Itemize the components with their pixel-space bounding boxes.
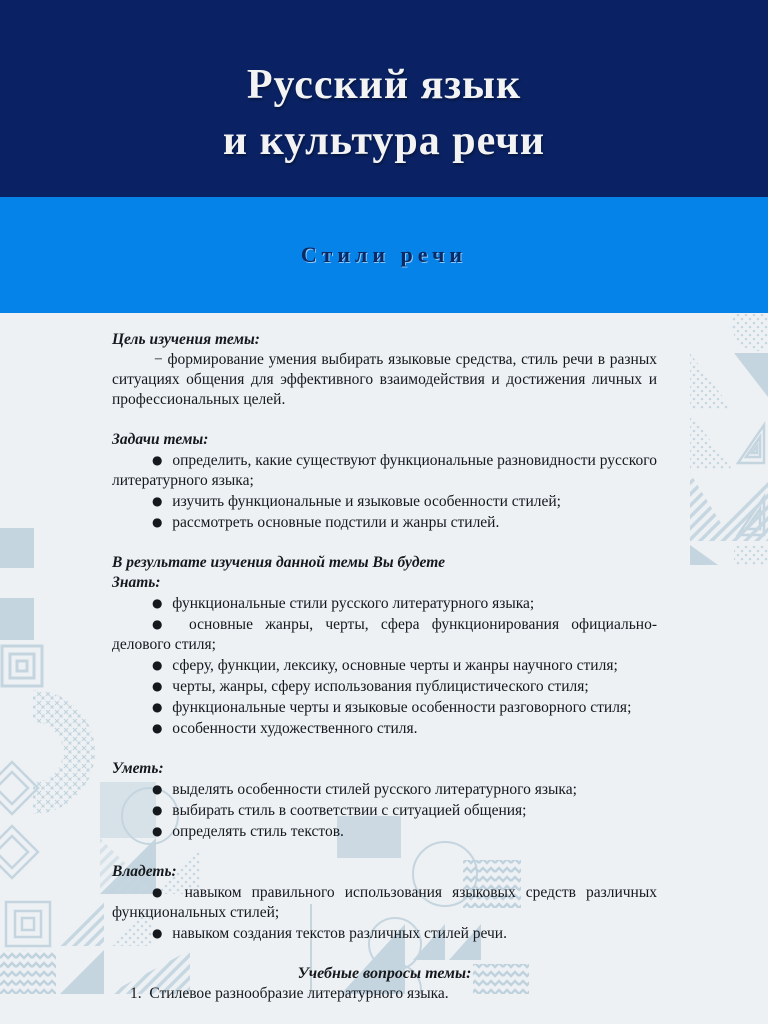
bullet-text: определить, какие существуют функциональные разновидности русского литературного языка; [112, 452, 657, 489]
bullet-text: сферу, функции, лексику, основные черты и жанры научного стиля; [172, 657, 618, 674]
section-heading: Цель изучения темы: [112, 331, 260, 348]
page-title-line1: Русский язык [246, 62, 522, 108]
bullet-item [112, 923, 657, 944]
section-heading: В результате изучения данной темы Вы будете [112, 554, 445, 571]
section-results [112, 553, 657, 739]
bullet-icon: ● [152, 700, 173, 714]
bullet-item [112, 676, 657, 697]
bullet-text: изучить функциональные и языковые особенности стилей; [172, 493, 561, 510]
numbered-item-index: 1. [130, 985, 150, 1002]
bullet-icon: ● [152, 453, 173, 467]
bullet-text: выбирать стиль в соответствии с ситуацией общения; [172, 802, 527, 819]
bullet-item [112, 512, 657, 533]
bullet-text: функциональные стили русского литературного языка; [172, 595, 535, 612]
section-possess [112, 862, 657, 944]
bullet-icon: ● [152, 926, 173, 940]
bullet-icon: ● [152, 721, 173, 735]
bullet-item [112, 655, 657, 676]
bullet-item [112, 800, 657, 821]
page-title-line2: и культура речи [222, 118, 546, 164]
subtitle-band [0, 197, 768, 313]
section-heading: Владеть: [112, 863, 177, 880]
bullet-text: функциональные черты и языковые особенности разговорного стиля; [172, 699, 632, 716]
bullet-item [112, 882, 657, 923]
bullet-icon: ● [152, 885, 185, 899]
bullet-icon: ● [152, 658, 173, 672]
bullet-item [112, 593, 657, 614]
bullet-item [112, 491, 657, 512]
numbered-item [112, 984, 657, 1004]
bullet-item [112, 614, 657, 655]
numbered-item-text: Стилевое разнообразие литературного языка. [149, 985, 449, 1002]
bullet-icon: ● [152, 824, 173, 838]
bullet-text: определять стиль текстов. [172, 823, 344, 840]
bullet-text: навыком правильного использования языковых средств различных функциональных стилей; [112, 884, 657, 921]
bullet-text: основные жанры, черты, сфера функционирования официально-делового стиля; [112, 616, 658, 653]
bullet-item [112, 450, 657, 491]
bullet-icon: ● [152, 515, 173, 529]
bullet-text: черты, жанры, сферу использования публицистического стиля; [172, 678, 589, 695]
document-body [112, 330, 657, 1024]
section-tasks [112, 430, 657, 533]
section-goal [112, 330, 657, 410]
section-questions [112, 964, 657, 1004]
bullet-text: рассмотреть основные подстили и жанры стилей. [172, 514, 500, 531]
bullet-icon: ● [152, 617, 189, 631]
section-heading: Уметь: [112, 760, 164, 777]
bullet-icon: ● [152, 782, 173, 796]
page-subtitle: Стили речи [300, 242, 468, 267]
decorative-pattern-right-icon [688, 313, 768, 568]
section-able [112, 759, 657, 842]
section-paragraph: − формирование умения выбирать языковые средства, стиль речи в разных ситуациях общения для эффективного взаимодействия и достижения личных и профессиональных целей. [112, 351, 657, 408]
bullet-text: навыком создания текстов различных стилей речи. [172, 925, 507, 942]
header-band [0, 0, 768, 197]
bullet-item [112, 821, 657, 842]
bullet-text: выделять особенности стилей русского литературного языка; [172, 781, 577, 798]
section-subheading: Знать: [112, 574, 161, 591]
section-heading: Учебные вопросы темы: [297, 965, 472, 982]
bullet-item [112, 779, 657, 800]
bullet-text: особенности художественного стиля. [172, 720, 418, 737]
bullet-icon: ● [152, 803, 173, 817]
bullet-icon: ● [152, 494, 173, 508]
bullet-item [112, 697, 657, 718]
bullet-icon: ● [152, 679, 173, 693]
bullet-item [112, 718, 657, 739]
bullet-icon: ● [152, 596, 173, 610]
section-heading: Задачи темы: [112, 431, 209, 448]
